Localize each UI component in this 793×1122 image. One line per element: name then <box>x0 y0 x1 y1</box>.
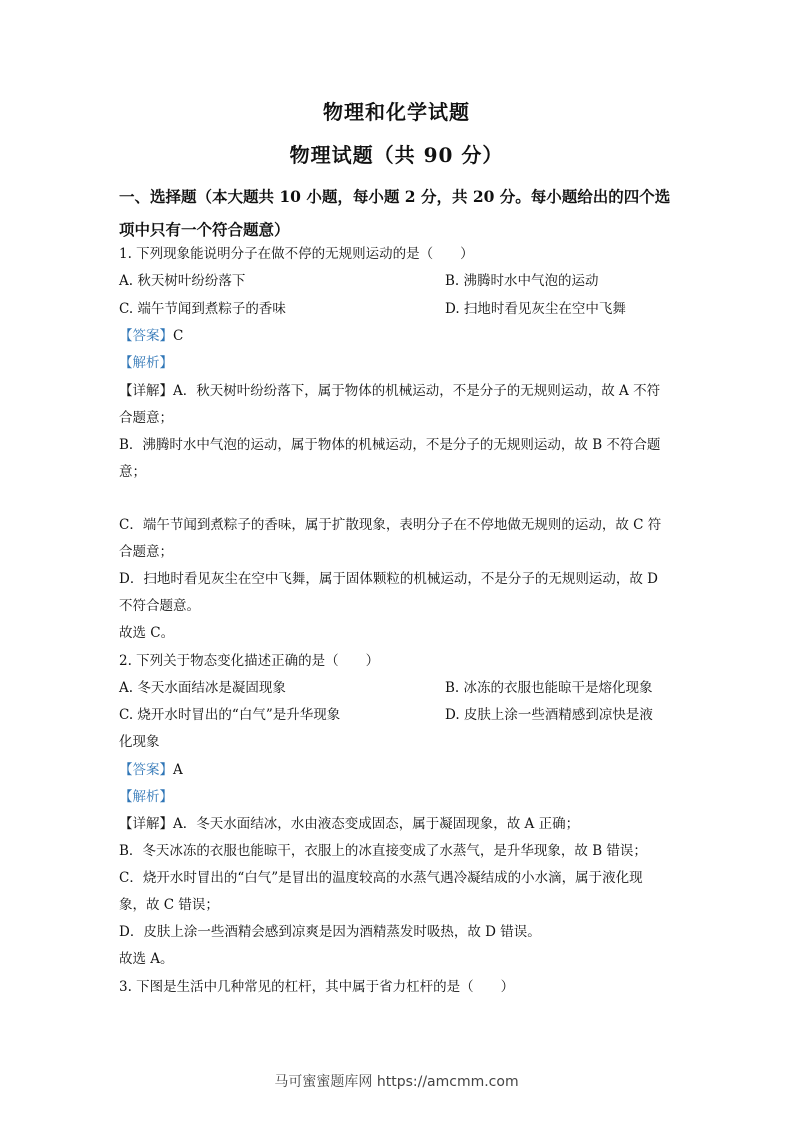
q1-option-b: B. 沸腾时水中气泡的运动 <box>445 273 599 289</box>
q2-option-a: A. 冬天水面结冰是凝固现象 <box>119 680 286 696</box>
q1-detail-d: D．扫地时看见灰尘在空中飞舞，属于固体颗粒的机械运动，不是分子的无规则运动，故 D <box>119 571 658 587</box>
detail-text: A．秋天树叶纷纷落下，属于物体的机械运动，不是分子的无规则运动，故 A 不符 <box>173 383 661 399</box>
q2-answer <box>119 758 183 778</box>
q2-detail-b: B．冬天冰冻的衣服也能晾干，衣服上的冰直接变成了水蒸气，是升华现象，故 B 错误； <box>119 843 647 859</box>
q1-answer <box>119 324 183 344</box>
q1-detail-c: C．端午节闻到煮粽子的香味，属于扩散现象，表明分子在不停地做无规则的运动，故 C 符 <box>119 517 662 533</box>
q2-stem: 2. 下列关于物态变化描述正确的是（ ） <box>119 653 380 669</box>
q2-detail-c-cont: 象，故 C 错误； <box>119 897 219 913</box>
q2-option-d: D. 皮肤上涂一些酒精感到凉快是液 <box>445 707 653 723</box>
q2-detail-c: C．烧开水时冒出的“白气”是冒出的温度较高的水蒸气遇冷凝结成的小水滴，属于液化现 <box>119 870 643 886</box>
q1-stem: 1. 下列现象能说明分子在做不停的无规则运动的是（ ） <box>119 246 474 262</box>
q1-detail-b: B．沸腾时水中气泡的运动，属于物体的机械运动，不是分子的无规则运动，故 B 不符合题 <box>119 437 661 453</box>
q2-analysis-tag: 【解析】 <box>119 789 173 805</box>
q1-conclusion: 故选 C。 <box>119 625 175 641</box>
q1-detail-a-cont: 合题意； <box>119 410 173 426</box>
q2-option-c: C. 烧开水时冒出的“白气”是升华现象 <box>119 707 341 723</box>
q1-detail-b-cont: 意； <box>119 464 146 480</box>
q1-analysis-tag: 【解析】 <box>119 355 173 371</box>
q1-detail-c-cont: 合题意； <box>119 544 173 560</box>
q2-detail-d: D．皮肤上涂一些酒精会感到凉爽是因为酒精蒸发时吸热，故 D 错误。 <box>119 924 541 940</box>
q2-option-b: B. 冰冻的衣服也能晾干是熔化现象 <box>445 680 653 696</box>
q1-option-c: C. 端午节闻到煮粽子的香味 <box>119 301 286 317</box>
q3-stem: 3. 下图是生活中几种常见的杠杆，其中属于省力杠杆的是（ ） <box>119 979 515 995</box>
section-heading: 一、选择题（本大题共 10 小题，每小题 2 分，共 20 分。每小题给出的四个选项中只有一个符合题意） <box>119 187 671 239</box>
footer-watermark: 马可蜜蜜题库网 https://amcmm.com <box>274 1074 519 1090</box>
q1-option-a: A. 秋天树叶纷纷落下 <box>119 273 246 289</box>
document-subtitle: 物理试题（共 90 分） <box>289 143 504 167</box>
q1-detail-a <box>119 379 660 399</box>
q1-option-d: D. 扫地时看见灰尘在空中飞舞 <box>445 301 626 317</box>
detail-text: A．冬天水面结冰，水由液态变成固态，属于凝固现象，故 A 正确； <box>173 816 580 832</box>
q2-detail-a <box>119 812 579 832</box>
answer-tag: 【答案】 <box>119 328 173 344</box>
document-title: 物理和化学试题 <box>323 100 470 124</box>
q1-detail-d-cont: 不符合题意。 <box>119 598 200 614</box>
detail-tag: 【详解】 <box>119 816 173 832</box>
q2-option-d-cont: 化现象 <box>119 734 160 750</box>
answer-tag: 【答案】 <box>119 762 173 778</box>
answer-value: C <box>173 328 184 344</box>
q2-conclusion: 故选 A。 <box>119 951 174 967</box>
detail-tag: 【详解】 <box>119 383 173 399</box>
answer-value: A <box>173 762 183 778</box>
